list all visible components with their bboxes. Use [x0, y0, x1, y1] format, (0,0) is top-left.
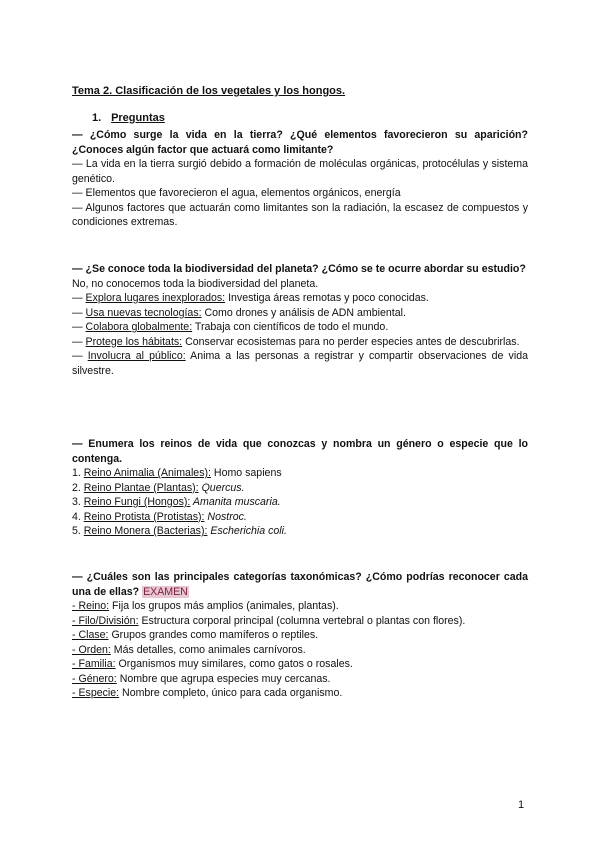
item-key: Reino Fungi (Hongos):: [83, 496, 191, 508]
list-item: [72, 524, 528, 539]
item-text: Más detalles, como animales carnívoros.: [110, 643, 306, 656]
item-text: Estructura corporal principal (columna vertebral o plantas con flores).: [138, 614, 466, 627]
item-key: - Género:: [72, 672, 117, 685]
list-item: [72, 643, 528, 658]
item-text: Conservar ecosistemas para no perder especies antes de descubrirlas.: [182, 335, 520, 348]
page-title: Tema 2. Clasificación de los vegetales y los hongos.: [72, 85, 346, 97]
item-key: Protege los hábitats:: [85, 335, 183, 348]
item-number: 3.: [72, 496, 84, 508]
item-text: Homo sapiens: [210, 467, 282, 479]
item-key: Explora lugares inexplorados:: [85, 292, 226, 304]
item-key: - Especie:: [72, 687, 120, 699]
list-item: [72, 657, 528, 672]
item-key: - Familia:: [72, 658, 116, 670]
list-item: [72, 510, 528, 525]
dash: —: [72, 321, 86, 333]
question-block-4: [72, 570, 528, 701]
item-key: Reino Animalia (Animales):: [83, 467, 211, 479]
question-block-1: [72, 128, 528, 230]
question-block-3: [72, 437, 528, 539]
item-key: Reino Monera (Bacterias):: [83, 525, 208, 537]
list-item: [72, 481, 528, 496]
page-number: 1: [518, 799, 525, 811]
item-text: Nostroc.: [204, 510, 247, 523]
item-text: Escherichia coli.: [207, 525, 287, 537]
item-number: 4.: [72, 510, 84, 523]
section-label: Preguntas: [111, 112, 165, 124]
item-key: Involucra al público:: [87, 350, 186, 362]
item-key: - Filo/División:: [72, 614, 139, 627]
list-item: [72, 466, 528, 481]
item-text: Como drones y análisis de ADN ambiental.: [201, 306, 406, 319]
exam-tag: EXAMEN: [143, 585, 188, 598]
answer-2-intro: No, no conocemos toda la biodiversidad del planeta.: [72, 277, 319, 290]
item-number: 5.: [72, 525, 84, 537]
question-4-text: — ¿Cuáles son las principales categorías taxonómicas? ¿Cómo podrías reconocer cada una de ellas?: [72, 571, 528, 598]
item-text: Nombre que agrupa especies muy cercanas.: [116, 672, 331, 685]
item-key: Reino Protista (Protistas):: [83, 510, 205, 523]
question-2: — ¿Se conoce toda la biodiversidad del planeta? ¿Cómo se te ocurre abordar su estudio?: [72, 263, 526, 275]
item-key: - Reino:: [72, 600, 110, 612]
item-text: Nombre completo, único para cada organismo.: [119, 687, 343, 699]
question-block-2: [72, 262, 528, 378]
section-number: 1.: [92, 112, 102, 124]
section-heading: [92, 111, 165, 126]
list-item: [72, 495, 528, 510]
item-key: - Clase:: [72, 629, 109, 641]
dash: —: [72, 306, 86, 319]
item-key: Colabora globalmente:: [85, 321, 193, 333]
item-text: Investiga áreas remotas y poco conocidas.: [225, 292, 429, 304]
list-item: [72, 306, 528, 321]
item-number: 2.: [72, 481, 84, 494]
question-4: [72, 570, 528, 599]
answer-1-line-1: — La vida en la tierra surgió debido a formación de moléculas orgánicas, protocélulas y sistema genético.: [72, 158, 528, 185]
item-number: 1.: [72, 467, 84, 479]
list-item: [72, 686, 528, 701]
list-item: [72, 349, 528, 378]
list-item: [72, 599, 528, 614]
question-1: — ¿Cómo surge la vida en la tierra? ¿Qué elementos favorecieron su aparición? ¿Conoces algún factor que actuará como limitante?: [72, 129, 528, 156]
dash: —: [72, 335, 86, 348]
item-text: Amanita muscaria.: [190, 496, 281, 508]
list-item: [72, 628, 528, 643]
dash: —: [72, 350, 88, 362]
item-key: Reino Plantae (Plantas):: [83, 481, 199, 494]
question-3: — Enumera los reinos de vida que conozcas y nombra un género o especie que lo contenga.: [72, 438, 528, 465]
item-text: Quercus.: [198, 481, 245, 494]
item-text: Organismos muy similares, como gatos o rosales.: [115, 658, 353, 670]
item-key: - Orden:: [72, 643, 111, 656]
list-item: [72, 614, 528, 629]
dash: —: [72, 292, 86, 304]
item-text: Anima a las personas a registrar y compartir observaciones de vida silvestre.: [72, 350, 528, 377]
list-item: [72, 335, 528, 350]
item-text: Trabaja con científicos de todo el mundo.: [192, 321, 389, 333]
item-text: Grupos grandes como mamíferos o reptiles.: [108, 629, 319, 641]
item-text: Fija los grupos más amplios (animales, plantas).: [109, 600, 339, 612]
answer-1-line-3: — Algunos factores que actuarán como limitantes son la radiación, la escasez de compuestos y condiciones extremas.: [72, 201, 528, 228]
item-key: Usa nuevas tecnologías:: [85, 306, 202, 319]
list-item: [72, 672, 528, 687]
list-item: [72, 320, 528, 335]
answer-1-line-2: — Elementos que favorecieron el agua, elementos orgánicos, energía: [72, 187, 401, 199]
list-item: [72, 291, 528, 306]
